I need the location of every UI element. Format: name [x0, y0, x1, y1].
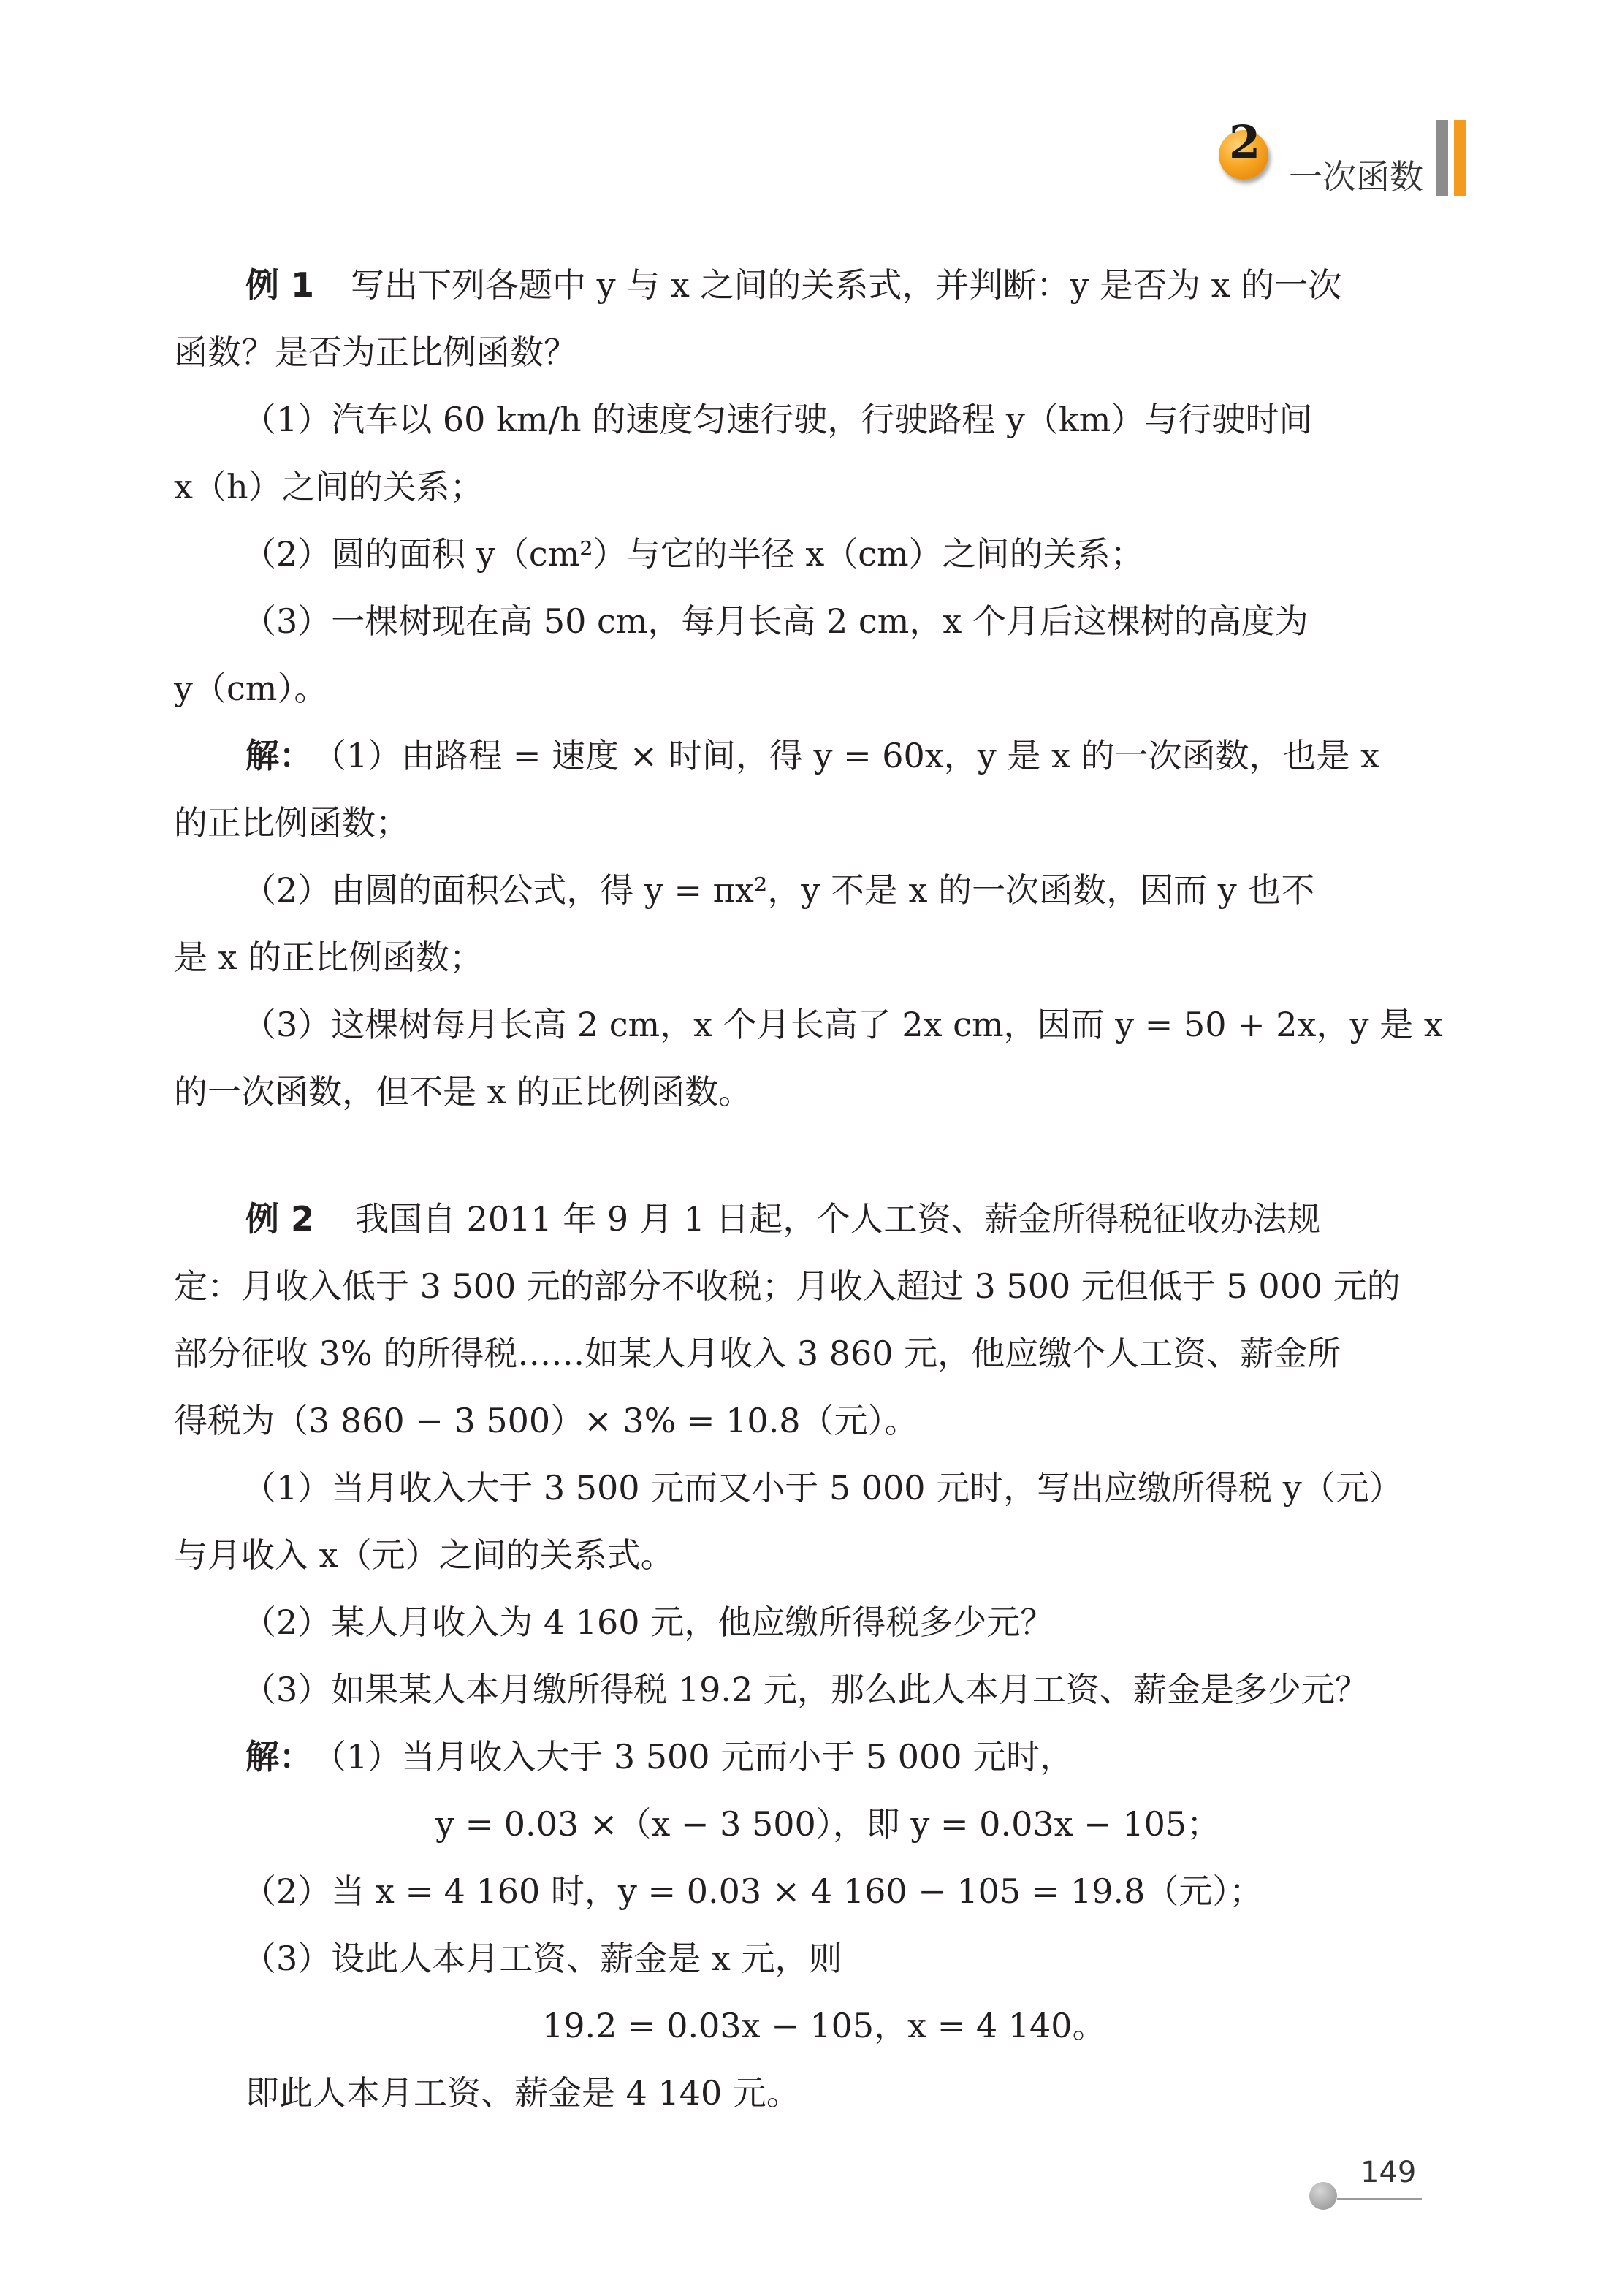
example2-line: （2）某人月收入为 4 160 元，他应缴所得税多少元？ — [243, 1603, 1054, 1642]
example2-line: 与月收入 x（元）之间的关系式。 — [174, 1535, 674, 1575]
chapter-title: 一次函数 — [1289, 157, 1423, 197]
example2-solution-line: （1）当月收入大于 3 500 元而小于 5 000 元时， — [313, 1737, 1074, 1776]
example1-solution-line: 的一次函数，但不是 x 的正比例函数。 — [174, 1072, 753, 1111]
example2-line: 部分征收 3% 的所得税……如某人月收入 3 860 元，他应缴个人工资、薪金所 — [174, 1334, 1341, 1373]
example2-solution-label: 解： — [245, 1737, 313, 1776]
example1-solution-line: 的正比例函数； — [174, 803, 409, 843]
header-bar-gray — [1436, 120, 1448, 196]
example1-solution-line: （3）这棵树每月长高 2 cm，x 个月长高了 2x cm，因而 y = 50 + 2x，y 是 x — [243, 1005, 1443, 1044]
example1-solution-label: 解： — [245, 736, 313, 775]
example1-line: 写出下列各题中 y 与 x 之间的关系式，并判断：y 是否为 x 的一次 — [351, 265, 1342, 305]
example2-solution-line: 19.2 = 0.03x − 105，x = 4 140。 — [542, 2006, 1106, 2045]
example1-line: （2）圆的面积 y（cm²）与它的半径 x（cm）之间的关系； — [243, 534, 1144, 574]
example2-line: 得税为（3 860 − 3 500）× 3% = 10.8（元）。 — [174, 1401, 918, 1440]
example1-label: 例 1 — [245, 265, 315, 305]
chapter-number: 2 — [1229, 115, 1261, 169]
example2-line: （3）如果某人本月缴所得税 19.2 元，那么此人本月工资、薪金是多少元？ — [243, 1670, 1368, 1709]
page-number: 149 — [1360, 2156, 1417, 2189]
example2-line: 定：月收入低于 3 500 元的部分不收税；月收入超过 3 500 元但低于 5 000 元的 — [174, 1266, 1401, 1306]
example2-solution-line: （3）设此人本月工资、薪金是 x 元，则 — [243, 1939, 842, 1978]
example1-solution-line: 是 x 的正比例函数； — [174, 938, 484, 977]
example1-solution-line: （2）由圆的面积公式，得 y = πx²，y 不是 x 的一次函数，因而 y 也不 — [243, 870, 1315, 910]
example1-solution-line: （1）由路程 = 速度 × 时间，得 y = 60x，y 是 x 的一次函数，也是 x — [313, 736, 1380, 775]
page-number-rule — [1337, 2198, 1422, 2200]
example2-label: 例 2 — [245, 1199, 315, 1239]
example2-line: 我国自 2011 年 9 月 1 日起，个人工资、薪金所得税征收办法规 — [355, 1199, 1321, 1239]
header-bar-orange — [1454, 120, 1466, 196]
example1-line: x（h）之间的关系； — [174, 467, 484, 506]
example2-solution-line: 即此人本月工资、薪金是 4 140 元。 — [245, 2073, 800, 2113]
example1-line: （3）一棵树现在高 50 cm，每月长高 2 cm，x 个月后这棵树的高度为 — [243, 601, 1309, 641]
example2-solution-line: （2）当 x = 4 160 时，y = 0.03 × 4 160 − 105 = 19.8（元）； — [243, 1871, 1263, 1911]
example2-solution-line: y = 0.03 ×（x − 3 500），即 y = 0.03x − 105； — [435, 1804, 1221, 1844]
page-number-dot-icon — [1309, 2182, 1337, 2210]
example1-line: （1）汽车以 60 km/h 的速度匀速行驶，行驶路程 y（km）与行驶时间 — [243, 400, 1313, 439]
example1-line: y（cm）。 — [174, 669, 328, 708]
chapter-header — [1219, 115, 1482, 203]
example2-line: （1）当月收入大于 3 500 元而又小于 5 000 元时，写出应缴所得税 y（元） — [243, 1468, 1403, 1508]
example1-line: 函数？是否为正比例函数？ — [174, 332, 577, 372]
